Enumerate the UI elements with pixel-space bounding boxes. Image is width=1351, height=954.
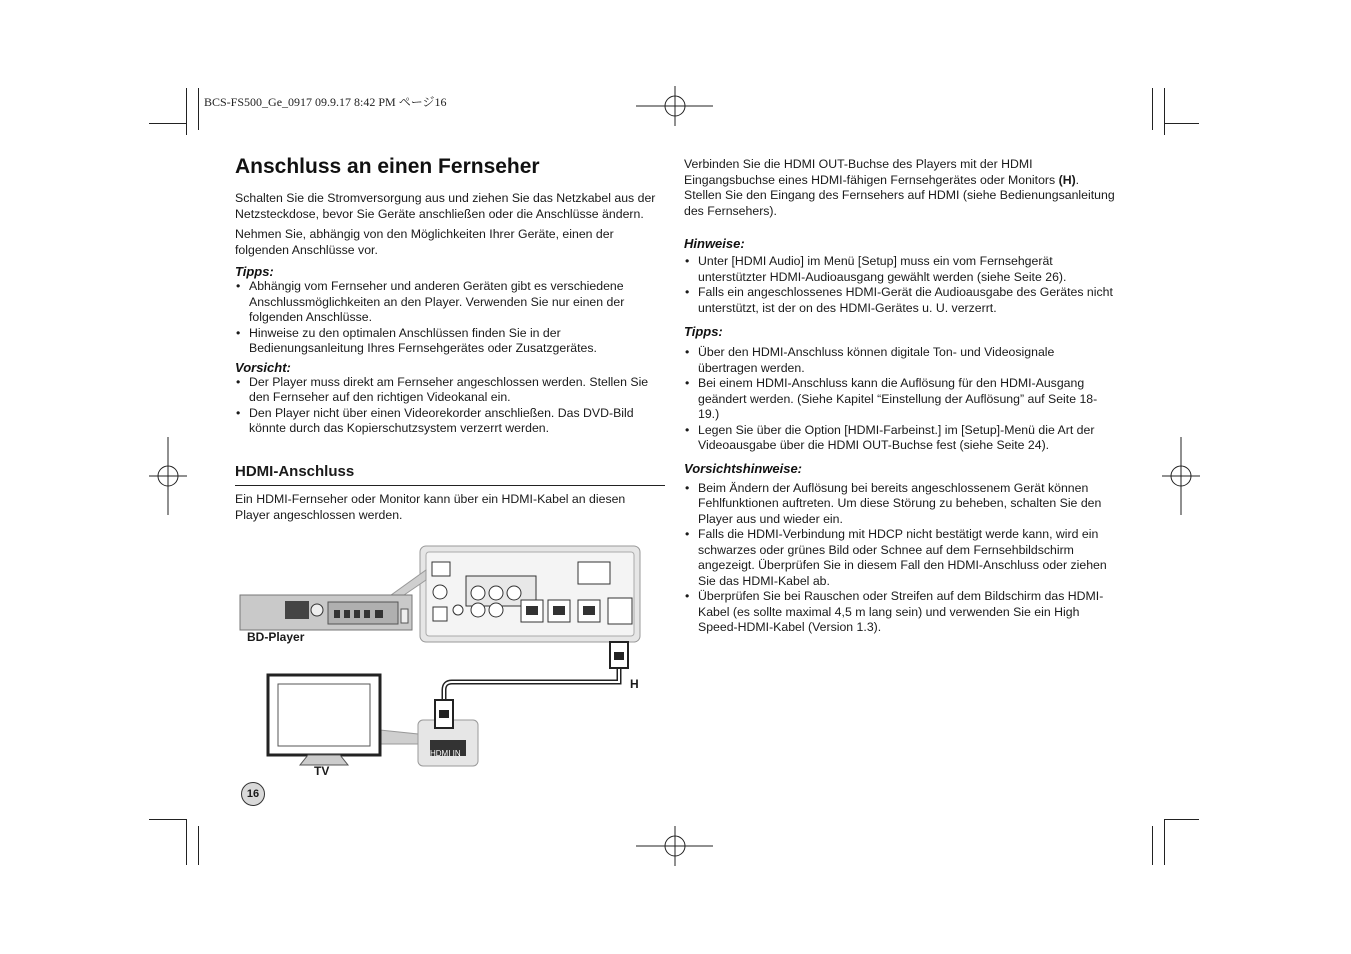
tv-port-label: HDMI IN: [430, 749, 461, 758]
list-item: • Bei einem HDMI-Anschluss kann die Auflösung für den HDMI-Ausgang geändert werden. (Siehe Kapitel “Einstellung der Auflösung” auf Seite 18-19.): [684, 376, 1116, 423]
list-item: • Den Player nicht über einen Videorekorder anschließen. Das DVD-Bild könnte durch das Kopierschutzsystem verzerrt werden.: [235, 406, 660, 437]
precautions-list: [684, 481, 1116, 636]
hdmi-connect-paragraph: [684, 157, 1116, 219]
caution-list: [235, 375, 660, 437]
tips-heading: Tipps:: [235, 264, 274, 279]
cable-reference: (H): [1058, 172, 1076, 187]
right-column: [684, 157, 1116, 636]
notes-heading: Hinweise:: [684, 236, 745, 251]
print-header-note: BCS-FS500_Ge_0917 09.9.17 8:42 PM ページ16: [204, 95, 447, 109]
connection-diagram: [230, 540, 650, 775]
list-item: • Falls ein angeschlossenes HDMI-Gerät die Audioausgabe des Gerätes nicht unterstützt, ist der on des HDMI-Gerätes u. U. verzerrt.: [684, 285, 1116, 316]
hdmi-intro-paragraph: Ein HDMI-Fernseher oder Monitor kann über ein HDMI-Kabel an diesen Player angeschlossen werden.: [235, 492, 626, 522]
tips-list: [235, 279, 660, 357]
list-item: • Der Player muss direkt am Fernseher angeschlossen werden. Stellen Sie den Fernseher auf den richtigen Videokanal ein.: [235, 375, 660, 406]
page-number: 16: [241, 782, 265, 806]
list-item: • Überprüfen Sie bei Rauschen oder Streifen auf dem Bildschirm das HDMI-Kabel (es sollte maximal 4,5 m lang sein) und verwenden Sie ein High Speed-HDMI-Kabel (Version 1.3).: [684, 589, 1116, 636]
list-item: • Legen Sie über die Option [HDMI-Farbeinst.] im [Setup]-Menü die Art der Videoausgabe über die HDMI OUT-Buchse fest (siehe Seite 24).: [684, 423, 1116, 454]
notes-list: [684, 254, 1116, 316]
page-title: Anschluss an einen Fernseher: [235, 155, 540, 178]
intro-paragraph: Schalten Sie die Stromversorgung aus und ziehen Sie das Netzkabel aus der Netzsteckdose, bevor Sie Geräte anschließen oder die Anschlüsse ändern.: [235, 191, 656, 221]
hdmi-section-heading: HDMI-Anschluss: [235, 463, 665, 486]
list-item: • Hinweise zu den optimalen Anschlüssen finden Sie in der Bedienungsanleitung Ihres Fernsehgerätes oder Zusatzgerätes.: [235, 326, 660, 357]
intro-text: Verbinden Sie die HDMI OUT-Buchse des Players mit der HDMI Eingangsbuchse eines HDMI-fähigen Fernsehgerätes oder Monitors: [684, 157, 1056, 187]
list-item: • Über den HDMI-Anschluss können digitale Ton- und Videosignale übertragen werden.: [684, 345, 1116, 376]
intro-text-end: . Stellen Sie den Eingang des Fernsehers auf HDMI (siehe Bedienungsanleitung des Fernsehers).: [684, 172, 1115, 218]
left-column: [235, 191, 660, 437]
precautions-heading: Vorsichtshinweise:: [684, 460, 802, 476]
list-item: • Unter [HDMI Audio] im Menü [Setup] muss ein vom Fernsehgerät unterstützter HDMI-Audioausgang gewählt werden (siehe Seite 26).: [684, 254, 1116, 285]
list-item: • Falls die HDMI-Verbindung mit HDCP nicht bestätigt werde kann, wird ein schwarzes oder grünes Bild oder Schnee auf dem Fernsehbildschirm angezeigt. Überprüfen Sie in diesem Fall den HDMI-Anschluss oder ziehen Sie das HDMI-Kabel ab.: [684, 527, 1116, 589]
list-item: • Abhängig vom Fernseher und anderen Geräten gibt es verschiedene Anschlussmöglichkeiten an den Player. Verwenden Sie nur einen der folgenden Anschlüsse.: [235, 279, 660, 326]
cable-label: H: [630, 677, 639, 691]
tv-label: TV: [314, 764, 330, 778]
intro-paragraph: Nehmen Sie, abhängig von den Möglichkeiten Ihrer Geräte, einen der folgenden Anschlüsse vor.: [235, 227, 614, 257]
tips-heading: Tipps:: [684, 324, 723, 339]
list-item: • Beim Ändern der Auflösung bei bereits angeschlossenem Gerät können Fehlfunktionen auftreten. Um diese Störung zu beheben, schalten Sie den Player aus und wieder ein.: [684, 481, 1116, 528]
caution-heading: Vorsicht:: [235, 359, 291, 375]
tips-list: [684, 345, 1116, 454]
player-label: BD-Player: [247, 630, 305, 644]
